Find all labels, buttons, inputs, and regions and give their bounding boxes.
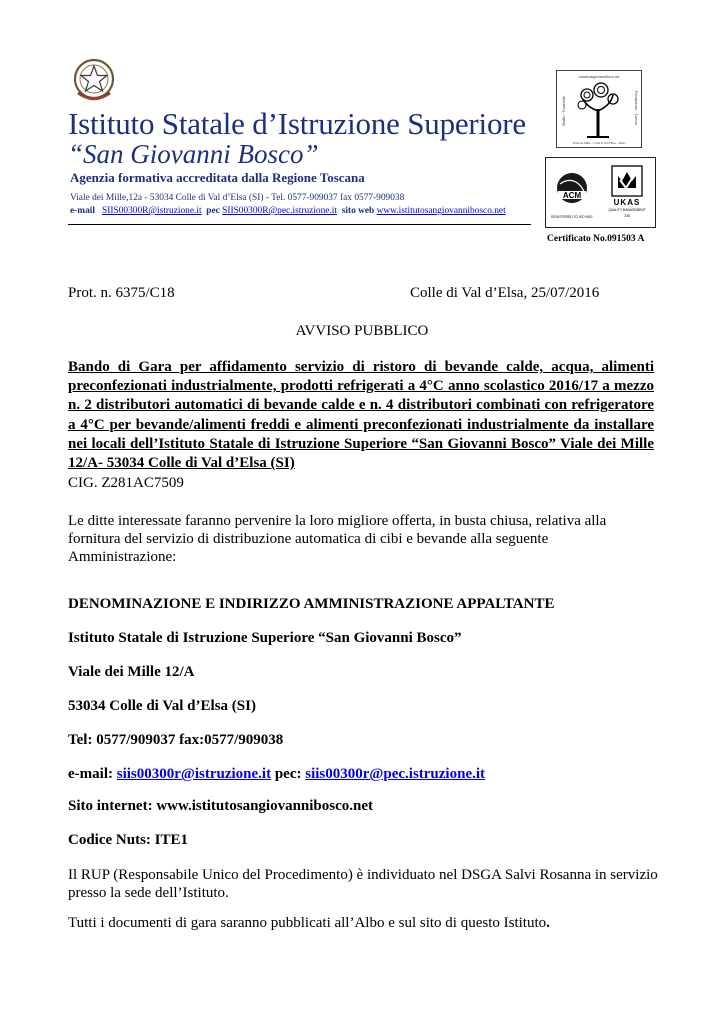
- header-pec-link[interactable]: SIIS00300R@pec.istruzione.it: [222, 206, 338, 216]
- final-period: .: [546, 915, 550, 931]
- iso-label: REGISTERED TO ISO 9001: [551, 215, 593, 219]
- email-label: e-mail: [70, 206, 95, 216]
- email-prefix: e-mail:: [68, 766, 113, 782]
- site-label: sito web: [341, 206, 375, 216]
- intro-paragraph: Le ditte interessate faranno pervenire la loro migliore offerta, in busta chiusa, relativa alla fornitura del servizio di distribuzione automatica di cibi e bevande alla seguente Amministrazione:: [68, 513, 607, 565]
- header-divider: [68, 224, 531, 225]
- final-text: Tutti i documenti di gara saranno pubblicati all’Albo e sul sito di questo Istituto: [68, 915, 547, 931]
- acm-label: ACM: [562, 191, 582, 200]
- svg-text:Studio · Creatività: Studio · Creatività: [561, 96, 566, 126]
- ukas-sub-label: QUALITY MANAGEMENT: [608, 208, 646, 212]
- institute-title: Istituto Statale d’Istruzione Superiore: [68, 106, 526, 141]
- cig-code: CIG. Z281AC7509: [68, 475, 184, 491]
- svg-text:istitutosangiovannibosco.net: istitutosangiovannibosco.net: [578, 75, 620, 79]
- svg-text:Formazione · Lavoro: Formazione · Lavoro: [634, 91, 639, 125]
- header-contacts: [70, 206, 506, 216]
- ukas-number: 245: [624, 214, 630, 218]
- school-tree-logo: [556, 70, 642, 148]
- certification-logos: [545, 157, 656, 228]
- tree-icon: [557, 71, 641, 147]
- pec-prefix: pec:: [274, 766, 302, 782]
- ukas-crown-icon: [608, 166, 645, 218]
- nuts-code: Codice Nuts: ITE1: [68, 832, 189, 848]
- institute-name-line: Istituto Statale di Istruzione Superiore “San Giovanni Bosco”: [68, 630, 462, 646]
- certificate-number: Certificato No.091503 A: [547, 234, 645, 244]
- section-title: DENOMINAZIONE E INDIRIZZO AMMINISTRAZIONE APPALTANTE: [68, 596, 555, 612]
- protocol-number: Prot. n. 6375/C18: [68, 285, 175, 301]
- email-link[interactable]: siis00300r@istruzione.it: [116, 766, 272, 782]
- street-line: Viale dei Mille 12/A: [68, 664, 195, 680]
- city-line: 53034 Colle di Val d’Elsa (SI): [68, 698, 256, 714]
- website-line: Sito internet: www.istitutosangiovannibosco.net: [68, 798, 374, 814]
- place-date: Colle di Val d’Elsa, 25/07/2016: [410, 285, 600, 301]
- notice-heading: AVVISO PUBBLICO: [295, 323, 429, 339]
- ukas-label: UKAS: [613, 198, 641, 207]
- acm-globe-icon: [551, 173, 593, 219]
- final-paragraph: [68, 914, 658, 932]
- header-site-link[interactable]: www.istitutosangiovannibosco.net: [376, 206, 506, 216]
- rup-paragraph: Il RUP (Responsabile Unico del Procedimento) è individuato nel DSGA Salvi Rosanna in servizio presso la sede dell’Istituto.: [68, 867, 658, 901]
- svg-text:Viale dei Mille – Colle di Val: Viale dei Mille – Colle di Val d'Elsa – Siena: [572, 141, 626, 145]
- tel-fax-line: Tel: 0577/909037 fax:0577/909038: [68, 732, 284, 748]
- header-email-link[interactable]: SIIS00300R@istruzione.it: [102, 206, 202, 216]
- email-pec-line: [68, 766, 485, 783]
- institute-name: “San Giovanni Bosco”: [68, 139, 319, 169]
- tender-description: Bando di Gara per affidamento servizio di ristoro di bevande calde, acqua, alimenti preconfezionati industrialmente, prodotti refrigerati a 4°C anno scolastico 2016/17 a mezzo n. 2 distributori automatici di bevande calde e n. 4 distributori combinati con refrigeratore a 4°C per bevande/alimenti freddi e alimenti preconfezionati industrialmente da installare nei locali dell’Istituto Statale di Istruzione Superiore “San Giovanni Bosco” Viale dei Mille 12/A- 53034 Colle di Val d’Elsa (SI): [68, 359, 654, 472]
- italian-republic-emblem-icon: [70, 55, 118, 105]
- pec-label: pec: [206, 206, 220, 216]
- pec-link[interactable]: siis00300r@pec.istruzione.it: [305, 766, 486, 782]
- institute-address: Viale dei Mille,12a - 53034 Colle di Val d’Elsa (SI) - Tel. 0577-909037 fax 0577-909038: [70, 193, 405, 203]
- agency-subtitle: Agenzia formativa accreditata dalla Regione Toscana: [70, 170, 365, 185]
